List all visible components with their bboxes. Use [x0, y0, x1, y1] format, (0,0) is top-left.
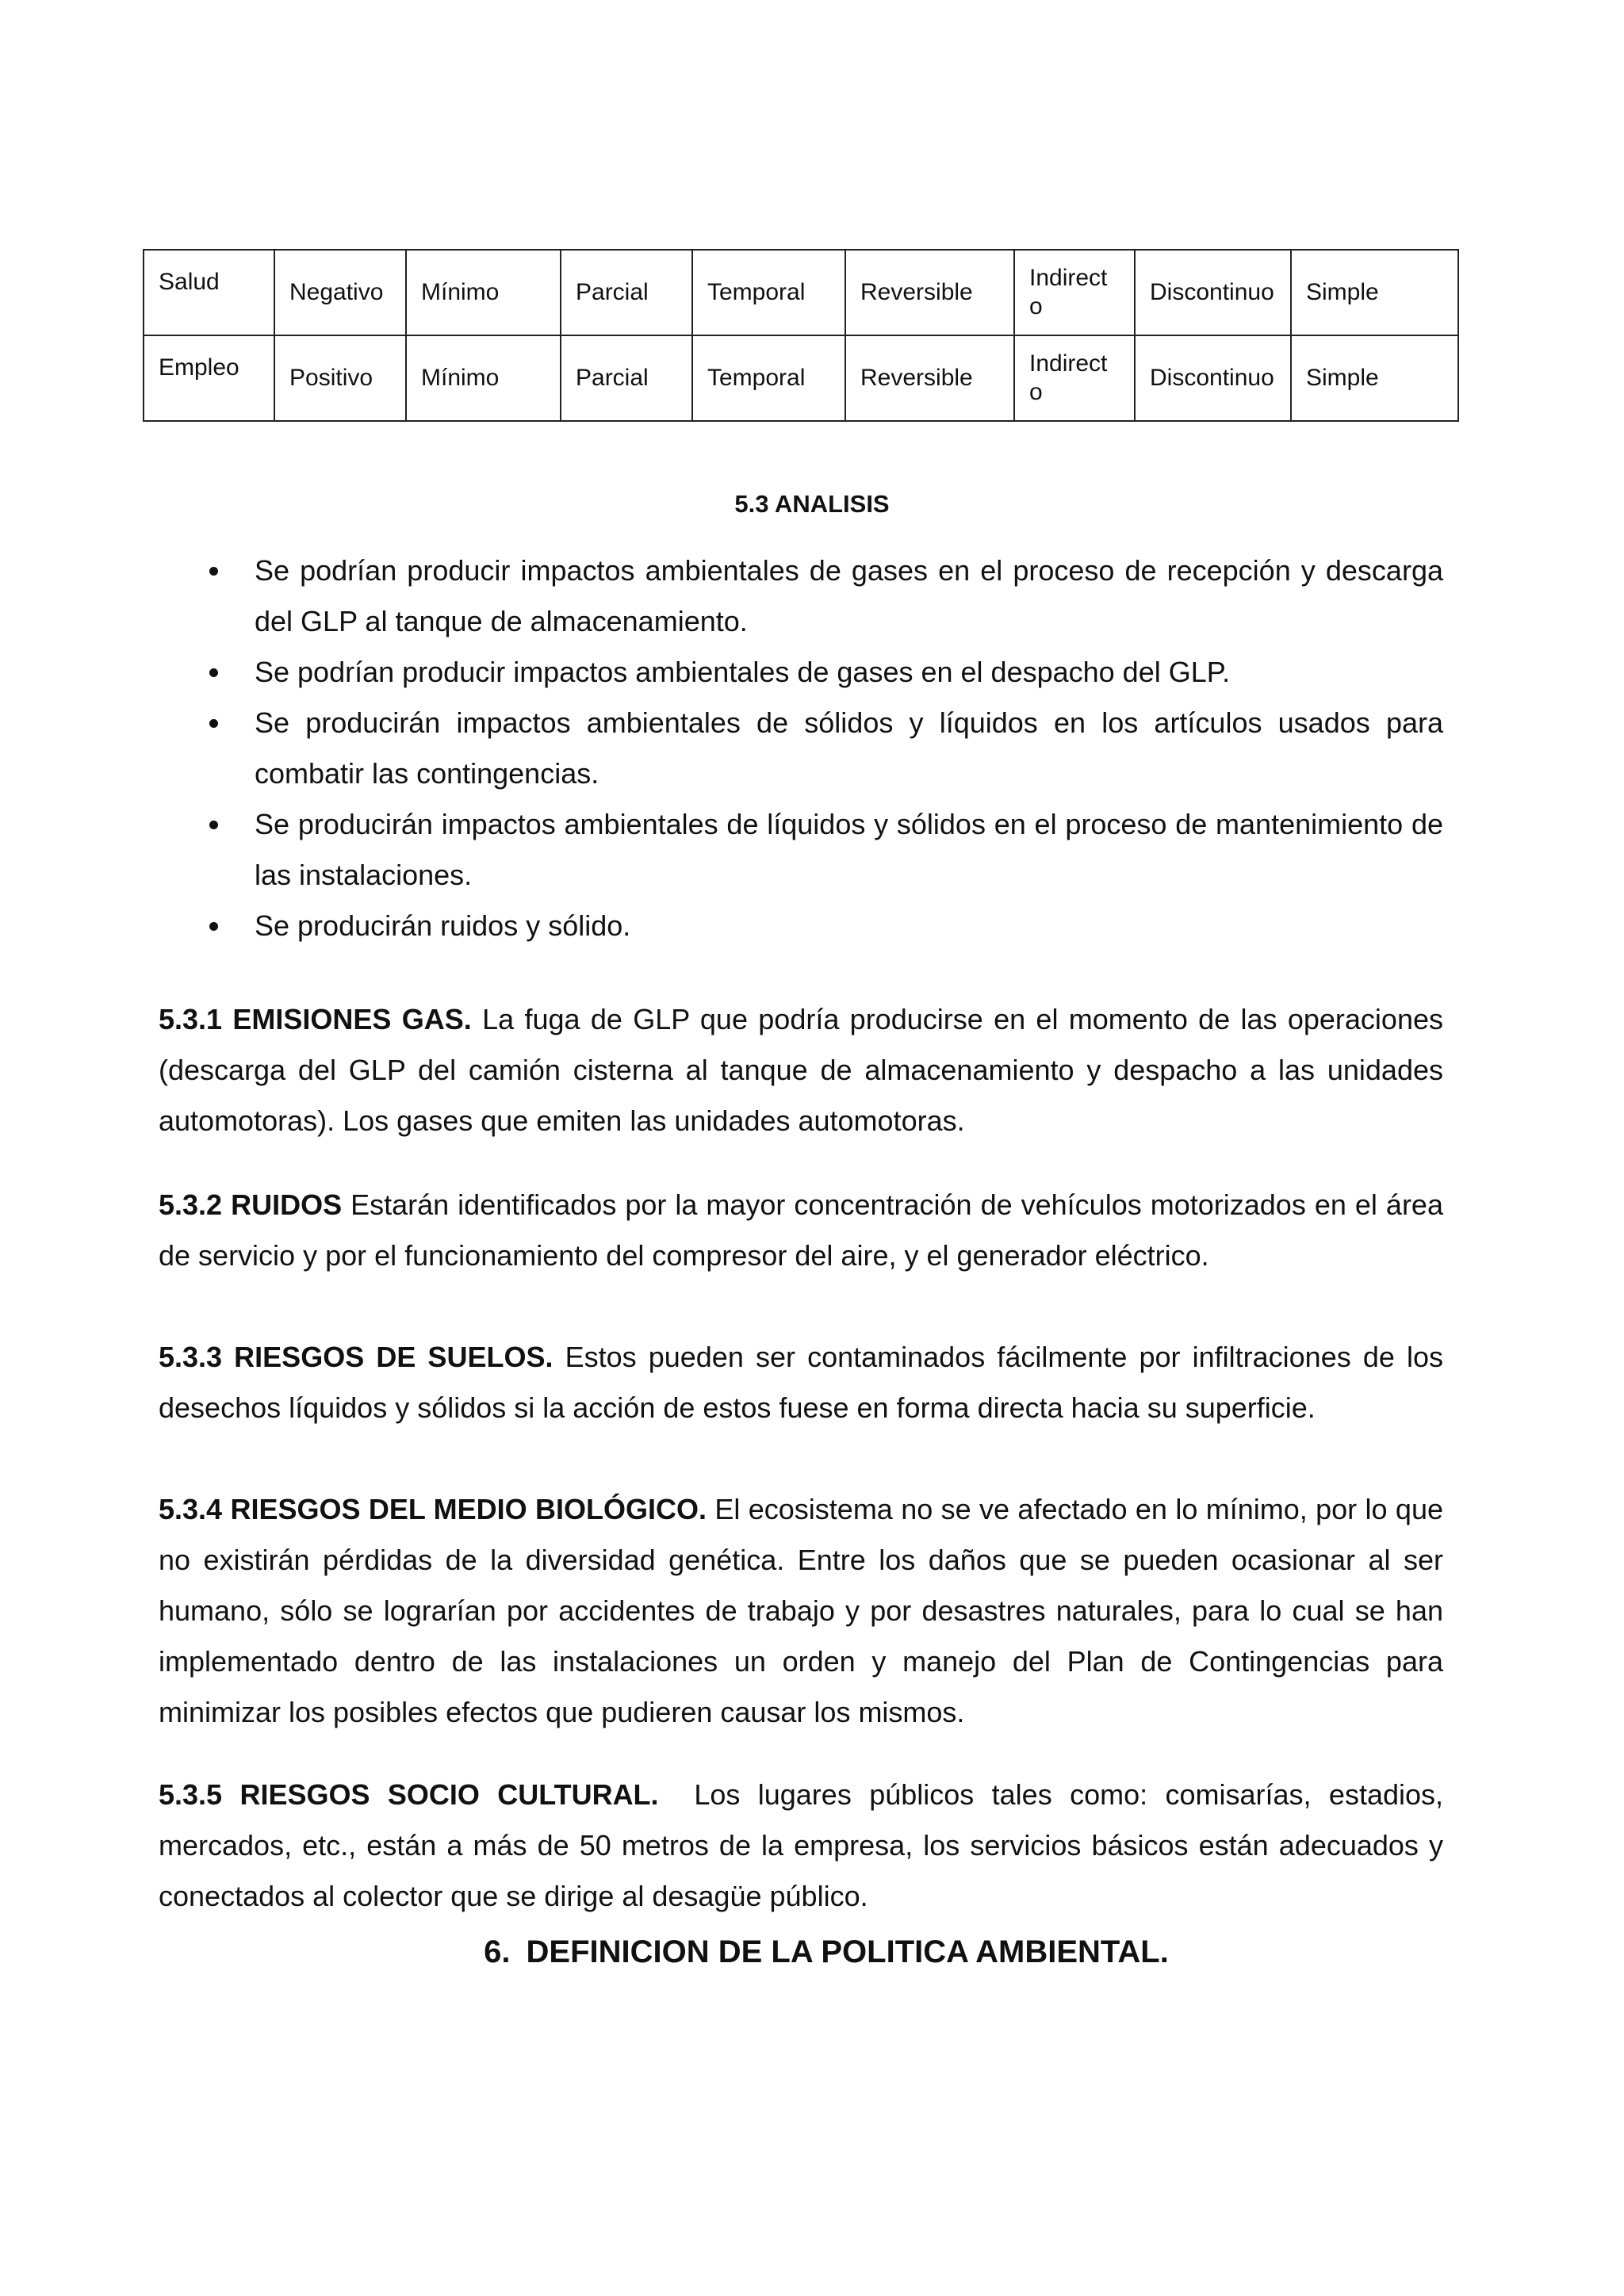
- bullet-icon: [209, 567, 218, 576]
- table-cell: Simple: [1291, 335, 1458, 421]
- paragraph-riesgos-socio-cultural: [159, 1770, 1452, 1922]
- table-cell: Temporal: [692, 250, 845, 335]
- paragraph-title: 5.3.3 RIESGOS DE SUELOS.: [159, 1341, 553, 1373]
- paragraph-title: 5.3.2 RUIDOS: [159, 1188, 343, 1221]
- table-cell: Discontinuo: [1135, 250, 1291, 335]
- table-cell-text: Indirecto: [1029, 265, 1108, 320]
- list-item: [159, 901, 1443, 951]
- table-cell-factor: Salud: [144, 250, 274, 335]
- bullet-icon: [209, 719, 218, 728]
- table-cell: Discontinuo: [1135, 335, 1291, 421]
- table-row: [144, 335, 1458, 421]
- list-item: [159, 647, 1443, 698]
- list-item: [159, 698, 1443, 799]
- bullet-icon: [209, 668, 218, 677]
- bullet-icon: [209, 821, 218, 829]
- list-item: [159, 545, 1443, 647]
- list-item-text: Se podrían producir impactos ambientales de gases en el proceso de recepción y descarga del GLP al tanque de almacenamiento.: [255, 554, 1443, 637]
- table-cell: Positivo: [274, 335, 406, 421]
- table-row: [144, 250, 1458, 335]
- paragraph-body: Estarán identificados por la mayor concentración de vehículos motorizados en el área de servicio y por el funcionamiento del compresor del aire, y el generador eléctrico.: [159, 1188, 1443, 1272]
- paragraph-emisiones-gas: [159, 994, 1443, 1146]
- paragraph-title: 5.3.5 RIESGOS SOCIO CULTURAL.: [159, 1778, 659, 1811]
- list-item-text: Se producirán ruidos y sólido.: [255, 909, 631, 942]
- paragraph-title: 5.3.1 EMISIONES GAS.: [159, 1003, 472, 1035]
- table-cell: Simple: [1291, 250, 1458, 335]
- paragraph-riesgos-suelos: [159, 1332, 1443, 1433]
- paragraph-body: Los lugares públicos tales como: comisarías, estadios, mercados, etc., están a más de 50 metros de la empresa, los servicios básicos están adecuados y conectados al colector que se dirige al desagüe público.: [159, 1778, 1452, 1912]
- impact-matrix-table: [143, 249, 1459, 422]
- table-cell: Temporal: [692, 335, 845, 421]
- paragraph-riesgos-medio-biologico: [159, 1484, 1443, 1738]
- section-heading-politica-ambiental: [0, 1931, 1624, 1973]
- paragraph-body: La fuga de GLP que podría producirse en el momento de las operaciones (descarga del GLP del camión cisterna al tanque de almacenamiento y despacho a las unidades automotoras). Los gases que emiten las unidades automotoras.: [159, 1003, 1443, 1137]
- table-cell: Parcial: [561, 250, 692, 335]
- table-cell-factor: Empleo: [144, 335, 274, 421]
- table-cell: Parcial: [561, 335, 692, 421]
- paragraph-ruidos: [159, 1180, 1443, 1281]
- table-cell: [1014, 250, 1135, 335]
- list-item: [159, 799, 1443, 901]
- paragraph-body: Estos pueden ser contaminados fácilmente por infiltraciones de los desechos líquidos y sólidos si la acción de estos fuese en forma directa hacia su superficie.: [159, 1341, 1443, 1424]
- table-cell: Reversible: [845, 250, 1014, 335]
- table-cell-text: Indirecto: [1029, 350, 1108, 405]
- list-item-text: Se podrían producir impactos ambientales de gases en el despacho del GLP.: [255, 656, 1231, 688]
- section-title: DEFINICION DE LA POLITICA AMBIENTAL.: [526, 1934, 1169, 1969]
- section-number: 6.: [484, 1934, 511, 1969]
- paragraph-body: El ecosistema no se ve afectado en lo mínimo, por lo que no existirán pérdidas de la diversidad genética. Entre los daños que se pueden ocasionar al ser humano, sólo se lograrían por accidentes de trabajo y por desastres naturales, para lo cual se han implementado dentro de las instalaciones un orden y manejo del Plan de Contingencias para minimizar los posibles efectos que pudieren causar los mismos.: [159, 1493, 1443, 1728]
- list-item-text: Se producirán impactos ambientales de líquidos y sólidos en el proceso de mantenimiento de las instalaciones.: [255, 808, 1443, 891]
- table-cell: Negativo: [274, 250, 406, 335]
- table-cell: Mínimo: [406, 335, 561, 421]
- analysis-bullet-list: [159, 545, 1443, 951]
- table-cell: Reversible: [845, 335, 1014, 421]
- list-item-text: Se producirán impactos ambientales de sólidos y líquidos en los artículos usados para combatir las contingencias.: [255, 706, 1443, 790]
- section-heading-analisis: 5.3 ANALISIS: [734, 490, 890, 518]
- bullet-icon: [209, 922, 218, 931]
- table-cell: [1014, 335, 1135, 421]
- paragraph-title: 5.3.4 RIESGOS DEL MEDIO BIOLÓGICO.: [159, 1493, 707, 1525]
- table-cell: Mínimo: [406, 250, 561, 335]
